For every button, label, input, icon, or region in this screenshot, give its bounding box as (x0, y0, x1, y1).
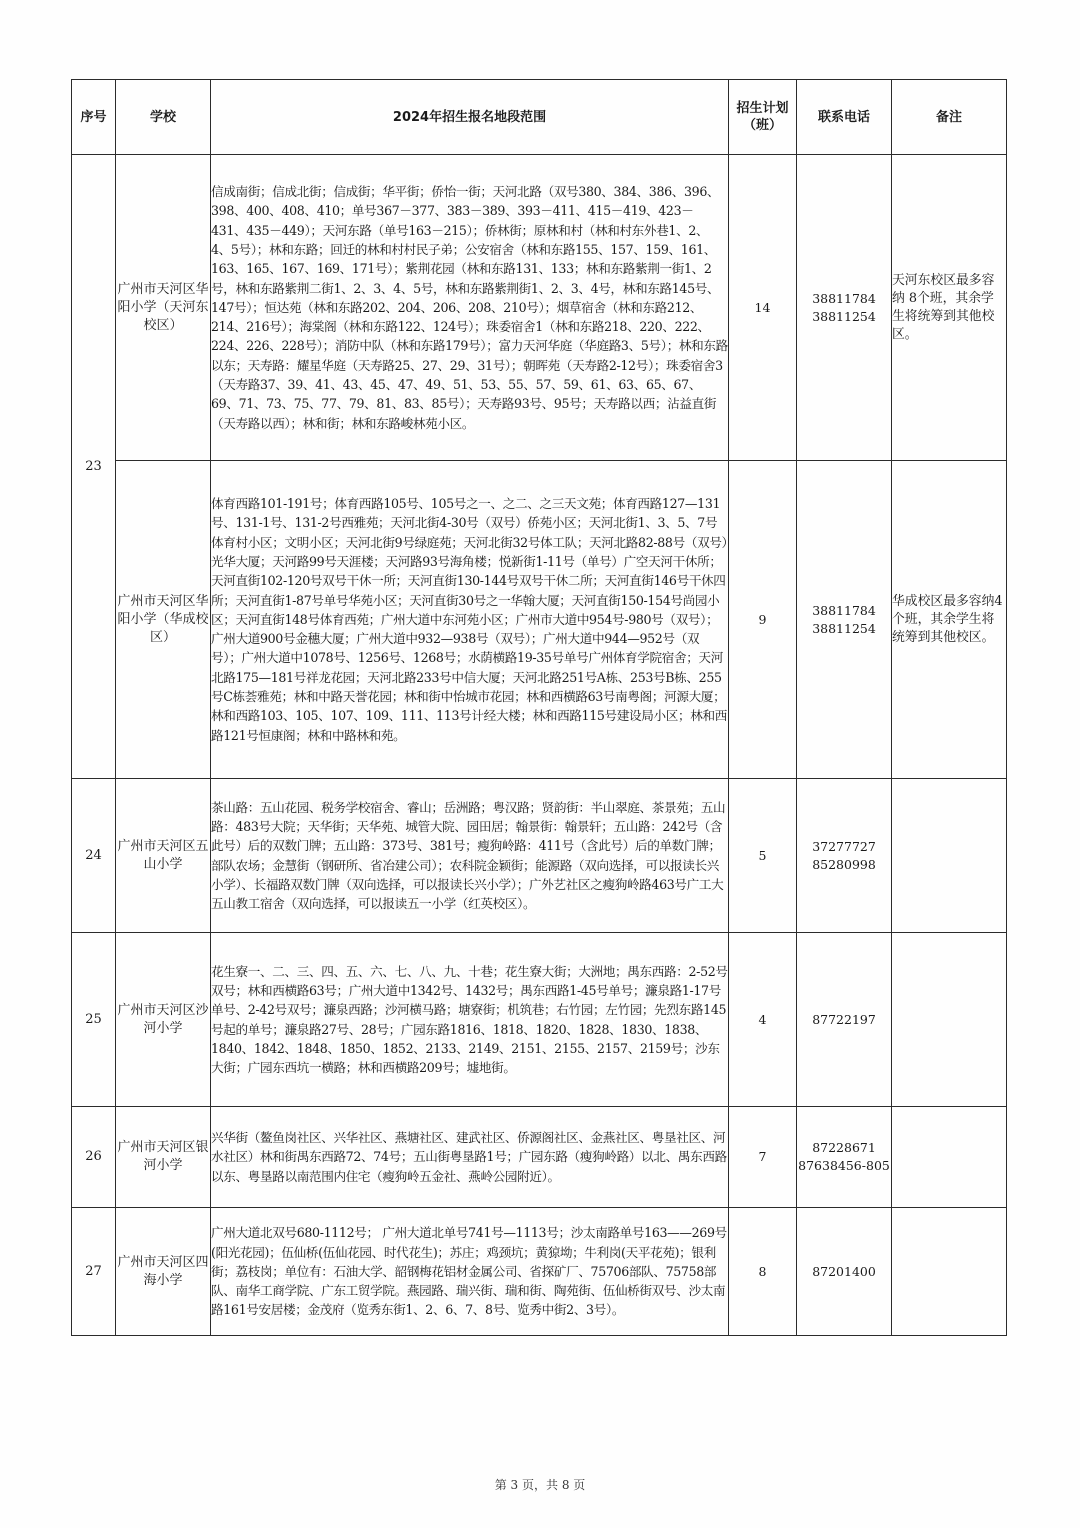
page-footer: 第 3 页，共 8 页 (494, 1478, 586, 1492)
header-plan (729, 80, 797, 155)
table-row (72, 1107, 1007, 1208)
plan-cell: 7 (729, 1107, 797, 1208)
school-cell: 广州市天河区沙河小学 (116, 933, 211, 1107)
phone-number: 87722197 (812, 1011, 876, 1027)
school-cell: 广州市天河区四海小学 (116, 1208, 211, 1336)
range-cell: 花生寮一、二、三、四、五、六、七、八、九、十巷；花生寮大街；大洲地；禺东西路：2-52号双号；林和西横路63号；广州大道中1342号、1432号；禺东西路1-45号单号；濂泉路1-17号单号、2-42号双号；濂泉西路；沙河横马路；塘寮街；机筑巷；右竹园；左竹园；先烈东路145号起的单号；濂泉路27号、28号；广园东路1816、1818、1820、1828、1830、1838、1840、1842、1848、1850、1852、2133、2149、2151、2155、2157、2159号；沙东大街；广园东西坑一横路；林和西横路209号；墟地街。 (211, 933, 729, 1107)
plan-cell: 8 (729, 1208, 797, 1336)
school-cell: 广州市天河区华阳小学（天河东校区） (116, 155, 211, 461)
table-header-row (72, 80, 1007, 155)
note-cell (892, 933, 1007, 1107)
note-cell (892, 1208, 1007, 1336)
range-cell: 体育西路101-191号；体育西路105号、105号之一、之二、之三天文苑；体育西路127—131号、131-1号、131-2号西雅苑；天河北街4-30号（双号）侨苑小区；天河北街1、3、5、7号体育村小区；文明小区；天河北街9号绿庭苑；天河北街32号体工队；天河北路82-88号（双号）光华大厦；天河路99号天涯楼；天河路93号海角楼；悦新街1-11号（单号）广空天河干休所；天河直街102-120号双号干休一所；天河直街130-144号双号干休二所；天河直街146号干休四所；天河直街1-87号单号华苑小区；天河直街30号之一华翰大厦；天河直街150-154号尚园小区；天河直街148号体育西苑；广州大道中东河苑小区；广州市大道中954号-980号（双号）；广州大道900号金穗大厦；广州大道中932—938号（双号）；广州大道中944—952号（双号）；广州大道中1078号、1256号、1268号；水荫横路19-35号单号广州体育学院宿舍；天河北路175—181号祥龙花园；天河北路233号中信大厦；天河北路251号A栋、253号B栋、255号C栋荟雅苑；林和中路天誉花园；林和街中怡城市花园；林和西横路63号南粤阁；河源大厦；林和西路103、105、107、109、111、113号计经大楼；林和西路115号建设局小区；林和西路121号恒康阁；林和中路林和苑。 (211, 461, 729, 779)
seq-cell: 24 (72, 779, 116, 933)
table-row (72, 1208, 1007, 1336)
phone-number: 87638456-805 (798, 1158, 890, 1173)
phone-number: 38811784 (812, 602, 876, 618)
phone-number: 38811254 (812, 620, 876, 636)
school-cell: 广州市天河区银河小学 (116, 1107, 211, 1208)
table-row (72, 461, 1007, 779)
table-row (72, 155, 1007, 461)
plan-cell: 14 (729, 155, 797, 461)
header-seq: 序号 (72, 80, 116, 155)
school-cell: 广州市天河区华阳小学（华成校区） (116, 461, 211, 779)
phone-number: 87201400 (812, 1263, 876, 1279)
range-cell: 茶山路：五山花园、税务学校宿舍、睿山；岳洲路；粤汉路；贤韵街：半山翠庭、茶景苑；五山路：483号大院；天华街；天华苑、城管大院、园田居；翰景街：翰景轩；五山路：242号（含此号）后的双数门牌；五山路：373号、381号；瘦狗岭路：411号（含此号）后的单数门牌；部队农场；金慧街（钢研所、省冶建公司）；农科院金颖街；能源路（双向选择，可以报读长兴小学）、长福路双数门牌（双向选择，可以报读长兴小学）；广外艺社区之瘦狗岭路463号广工大五山教工宿舍（双向选择，可以报读五一小学（红英校区）。 (211, 779, 729, 933)
phone-cell (797, 1107, 892, 1208)
school-cell: 广州市天河区五山小学 (116, 779, 211, 933)
header-school: 学校 (116, 80, 211, 155)
range-cell: 广州大道北双号680-1112号； 广州大道北单号741号—1113号；沙太南路单号163——269号(阳光花园)；伍仙桥(伍仙花园、时代花生)；苏庄；鸡颈坑；黄猄坳；牛利岗(天平花苑)；银利街；荔枝岗；单位有：石油大学、韶钢梅花铝材金属公司、省探矿厂、75706部队、75758部队、南华工商学院、广东工贸学院。燕园路、瑞兴街、瑞和街、陶苑街、伍仙桥街双号、沙太南路161号安居楼；金茂府（览秀东街1、2、6、7、8号、览秀中街2、3号）。 (211, 1208, 729, 1336)
admission-range-table (71, 79, 1007, 1336)
phone-cell (797, 461, 892, 779)
phone-number: 85280998 (812, 856, 876, 872)
note-cell (892, 1107, 1007, 1208)
phone-number: 87228671 (812, 1140, 876, 1155)
header-note: 备注 (892, 80, 1007, 155)
phone-cell (797, 779, 892, 933)
seq-cell: 25 (72, 933, 116, 1107)
phone-cell (797, 155, 892, 461)
note-cell: 天河东校区最多容纳 8个班，其余学生将统筹到其他校区。 (892, 155, 1007, 461)
plan-cell: 4 (729, 933, 797, 1107)
phone-cell (797, 933, 892, 1107)
phone-number: 38811254 (812, 308, 876, 324)
header-plan-line1: 招生计划 (736, 101, 789, 116)
phone-number: 37277727 (812, 838, 876, 854)
plan-cell: 9 (729, 461, 797, 779)
table-row (72, 779, 1007, 933)
seq-cell: 23 (72, 155, 116, 779)
phone-cell (797, 1208, 892, 1336)
range-cell: 信成南街；信成北街；信成街；华平街；侨怡一街；天河北路（双号380、384、386、396、398、400、408、410；单号367－377、383－389、393－411、415－419、423－431、435－449）；天河东路（单号163－215）；侨林街；原林和村（林和村东外巷1、2、4、5号）；林和东路；回迁的林和村村民子弟；公安宿舍（林和东路155、157、159、161、163、165、167、169、171号）；紫荆花园（林和东路131、133；林和东路紫荆一街1、2号，林和东路紫荆二街1、2、3、4、5号，林和东路紫荆街1、2、3、4号，林和东路145号、147号）；恒达苑（林和东路202、204、206、208、210号）；烟草宿舍（林和东路212、214、216号）；海棠阁（林和东路122、124号）；珠委宿舍1（林和东路218、220、222、224、226、228号）；消防中队（林和东路179号）；富力天河华庭（华庭路3、5号）；林和东路以东；天寿路：耀星华庭（天寿路25、27、29、31号）；朝晖苑（天寿路2-12号）；珠委宿舍3（天寿路37、39、41、43、45、47、49、51、53、55、57、59、61、63、65、67、69、71、73、75、77、79、81、83、85号）；天寿路93号、95号；天寿路以西；沾益直街（天寿路以西）；林和街；林和东路峻林苑小区。 (211, 155, 729, 461)
plan-cell: 5 (729, 779, 797, 933)
range-cell: 兴华街（鳌鱼岗社区、兴华社区、燕塘社区、建武社区、侨源阁社区、金燕社区、粤垦社区、河水社区）林和街禺东西路72、74号；五山街粤垦路1号；广园东路（瘦狗岭路）以北、禺东西路以东、粤垦路以南范围内住宅（瘦狗岭五金社、燕岭公园附近）。 (211, 1107, 729, 1208)
note-cell: 华成校区最多容纳4个班，其余学生将统筹到其他校区。 (892, 461, 1007, 779)
seq-cell: 27 (72, 1208, 116, 1336)
note-cell (892, 779, 1007, 933)
header-phone: 联系电话 (797, 80, 892, 155)
header-plan-line2: （班） (742, 118, 782, 133)
header-range: 2024年招生报名地段范围 (211, 80, 729, 155)
seq-cell: 26 (72, 1107, 116, 1208)
table-row (72, 933, 1007, 1107)
phone-number: 38811784 (812, 290, 876, 306)
